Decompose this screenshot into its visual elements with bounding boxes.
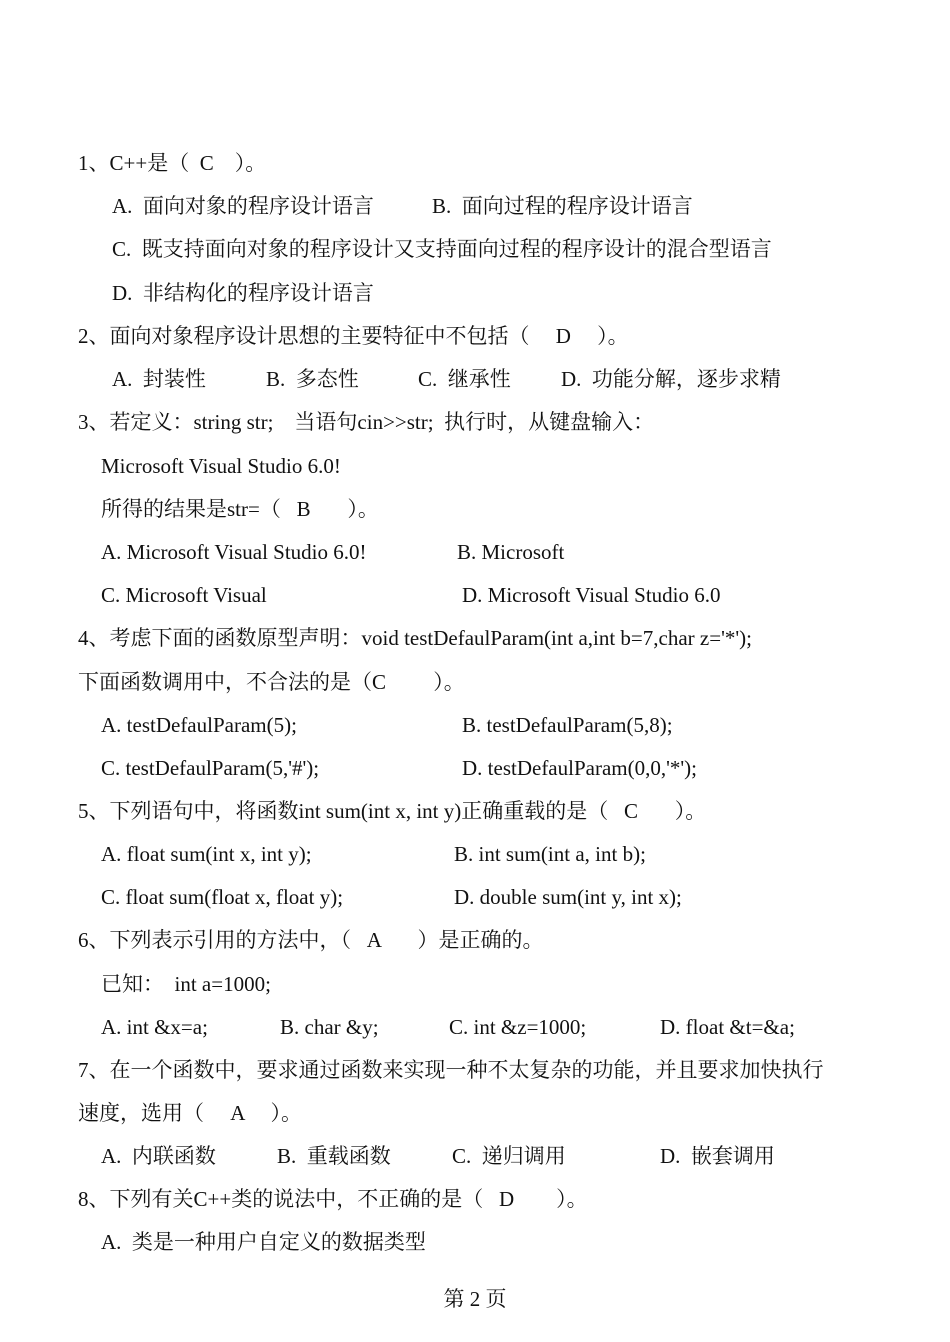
question-stem: 1、C++是（ C ）。 <box>78 151 267 175</box>
option-d: D. 功能分解，逐步求精 <box>561 367 781 391</box>
question-stem: 7、在一个函数中，要求通过函数来实现一种不太复杂的功能，并且要求加快执行 <box>78 1058 824 1082</box>
option-a: A. 内联函数 <box>101 1144 216 1168</box>
option-a: A. Microsoft Visual Studio 6.0! <box>101 540 367 564</box>
question-stem: 5、下列语句中，将函数int sum(int x, int y)正确重载的是（ C ）。 <box>78 799 707 823</box>
option-a: A. 封装性 <box>112 367 206 391</box>
question-stem: 4、考虑下面的函数原型声明：void testDefaulParam(int a,int b=7,char z='*'); <box>78 626 752 650</box>
option-d: D. Microsoft Visual Studio 6.0 <box>462 583 721 607</box>
option-c: C. Microsoft Visual <box>101 583 267 607</box>
option-a: A. 类是一种用户自定义的数据类型 <box>101 1230 426 1254</box>
page-number: 第 2 页 <box>443 1287 507 1311</box>
option-b: B. char &y; <box>280 1015 379 1039</box>
option-a: A. 面向对象的程序设计语言 <box>112 194 374 218</box>
option-c: C. 既支持面向对象的程序设计又支持面向过程的程序设计的混合型语言 <box>112 237 772 261</box>
option-b: B. testDefaulParam(5,8); <box>462 713 673 737</box>
option-b: B. 多态性 <box>266 367 359 391</box>
option-a: A. float sum(int x, int y); <box>101 842 312 866</box>
option-a: A. int &x=a; <box>101 1015 208 1039</box>
option-c: C. 继承性 <box>418 367 511 391</box>
option-d: D. float &t=&a; <box>660 1015 795 1039</box>
question-stem-continued: 速度，选用（ A ）。 <box>78 1101 303 1125</box>
option-c: C. testDefaulParam(5,'#'); <box>101 756 320 780</box>
option-d: D. testDefaulParam(0,0,'*'); <box>462 756 697 780</box>
option-b: B. 面向过程的程序设计语言 <box>432 194 693 218</box>
option-c: C. 递归调用 <box>452 1144 566 1168</box>
question-stem: 8、下列有关C++类的说法中，不正确的是（ D ）。 <box>78 1187 588 1211</box>
question-stem-continued: 下面函数调用中，不合法的是（C ）。 <box>78 670 465 694</box>
option-b: B. Microsoft <box>457 540 565 564</box>
result-line: 所得的结果是str=（ B ）。 <box>101 497 379 521</box>
option-d: D. 非结构化的程序设计语言 <box>112 281 374 305</box>
given-line: 已知： int a=1000; <box>101 972 271 996</box>
option-c: C. float sum(float x, float y); <box>101 885 344 909</box>
option-b: B. int sum(int a, int b); <box>454 842 646 866</box>
option-a: A. testDefaulParam(5); <box>101 713 297 737</box>
option-c: C. int &z=1000; <box>449 1015 587 1039</box>
question-stem: 6、下列表示引用的方法中，（ A ）是正确的。 <box>78 928 544 952</box>
question-stem: 3、若定义：string str; 当语句cin>>str; 执行时，从键盘输入： <box>78 410 655 434</box>
keyboard-input: Microsoft Visual Studio 6.0! <box>101 454 341 478</box>
question-stem: 2、面向对象程序设计思想的主要特征中不包括（ D ）。 <box>78 324 629 348</box>
option-d: D. 嵌套调用 <box>660 1144 775 1168</box>
option-b: B. 重载函数 <box>277 1144 391 1168</box>
option-d: D. double sum(int y, int x); <box>454 885 682 909</box>
